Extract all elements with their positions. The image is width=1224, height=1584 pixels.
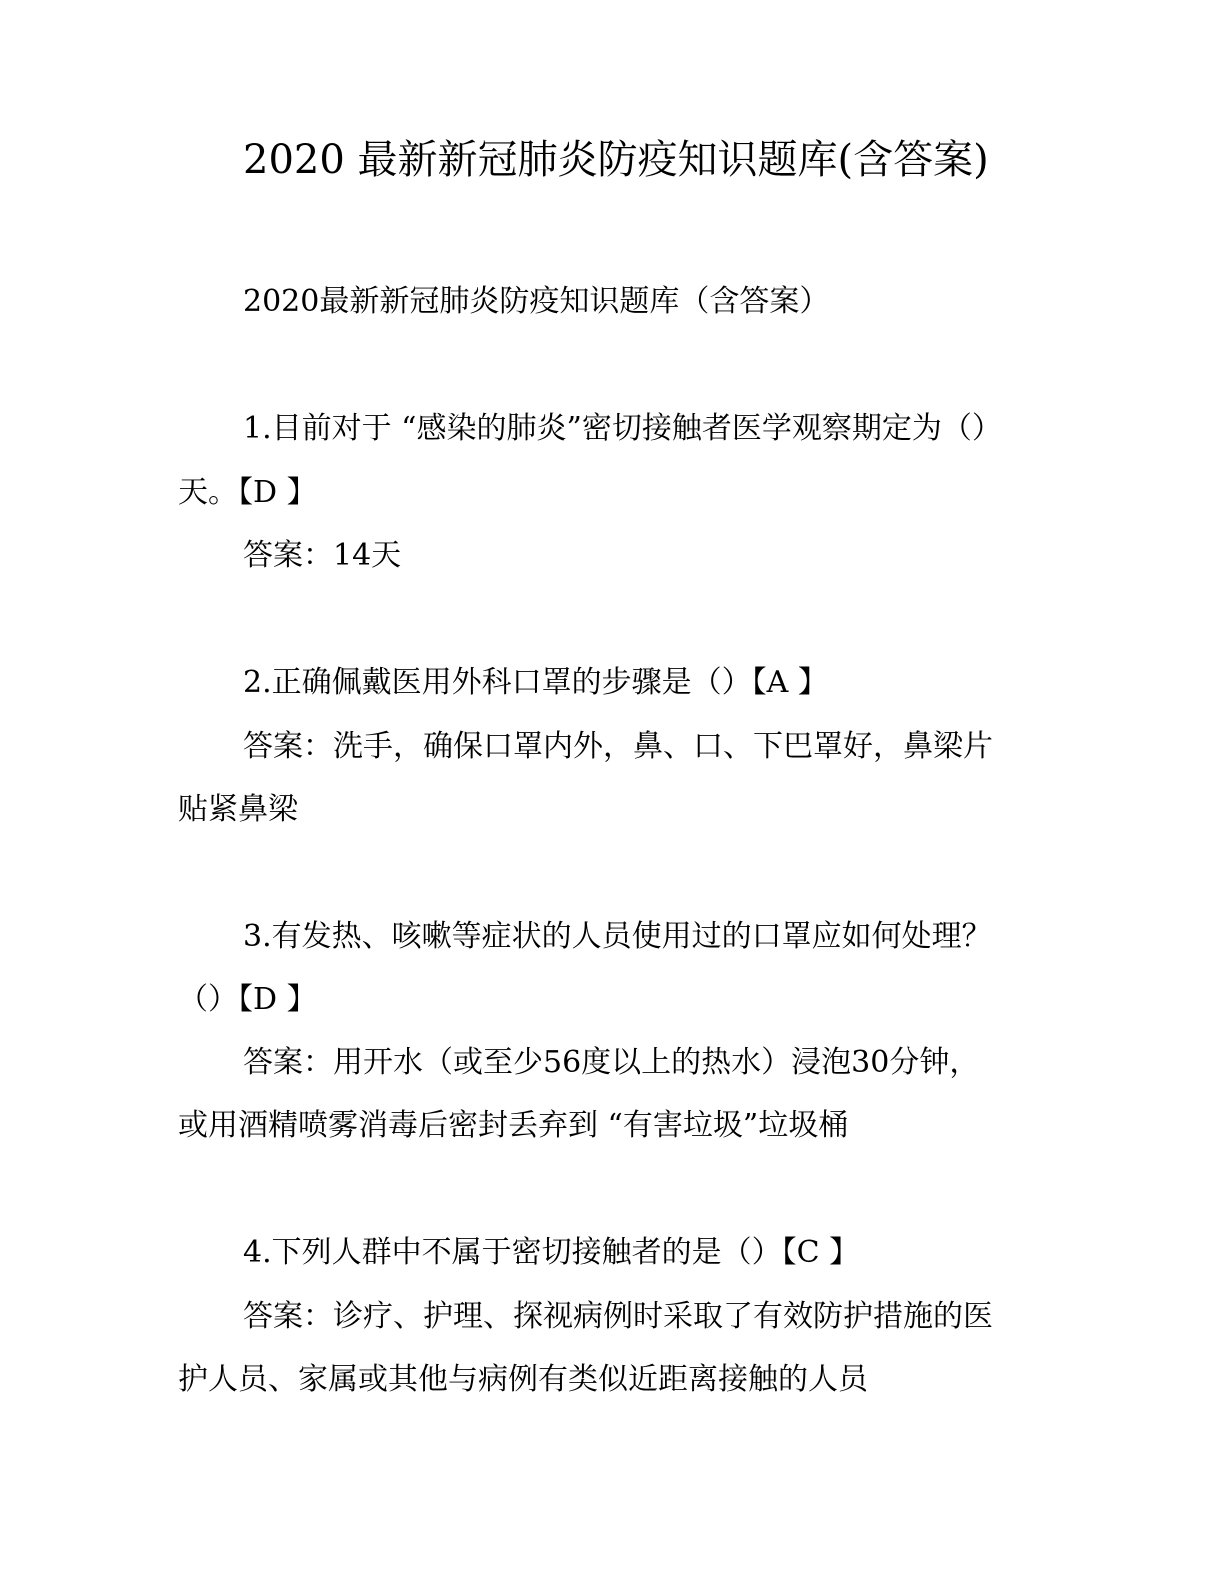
question-1-line-1: 1.目前对于 “感染的肺炎”密切接触者医学观察期定为（） [243,411,1002,446]
question-2-answer-line-2: 贴紧鼻梁 [178,792,298,827]
question-3-line-1: 3.有发热、咳嗽等症状的人员使用过的口罩应如何处理？ [243,919,992,954]
question-2-answer-line-1: 答案：洗手，确保口罩内外，鼻、口、下巴罩好，鼻梁片 [243,729,993,764]
document-title: 2020 最新新冠肺炎防疫知识题库(含答案) [243,137,989,183]
question-4-answer-line-1: 答案：诊疗、护理、探视病例时采取了有效防护措施的医 [243,1299,993,1334]
question-4-answer-line-2: 护人员、家属或其他与病例有类似近距离接触的人员 [178,1362,868,1397]
question-1-answer: 答案：14天 [243,538,402,573]
question-4-line-1: 4.下列人群中不属于密切接触者的是（）【C 】 [243,1235,860,1270]
question-2-line-1: 2.正确佩戴医用外科口罩的步骤是（）【A 】 [243,665,828,700]
question-3-line-2: （）【D 】 [178,982,317,1017]
question-1-line-2: 天。【D 】 [178,475,317,510]
document-subtitle: 2020最新新冠肺炎防疫知识题库（含答案） [243,284,830,319]
question-3-answer-line-1: 答案：用开水（或至少56度以上的热水）浸泡30分钟， [243,1045,980,1080]
question-3-answer-line-2: 或用酒精喷雾消毒后密封丢弃到 “有害垃圾”垃圾桶 [178,1108,849,1143]
